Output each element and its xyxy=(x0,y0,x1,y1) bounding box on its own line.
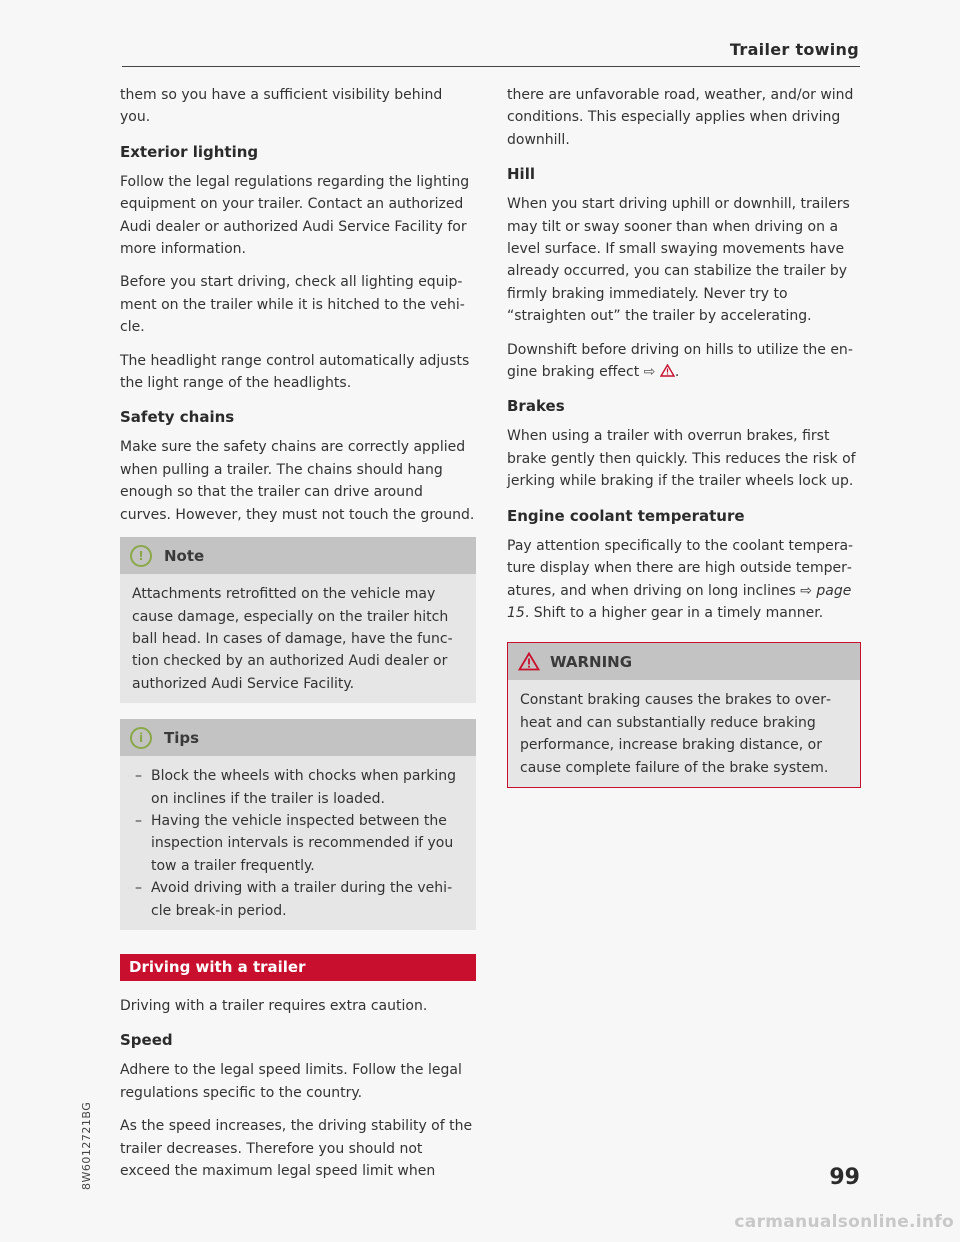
hill-p2-end: . xyxy=(674,364,680,381)
info-circle-icon: i xyxy=(130,727,152,749)
coolant-p1-text: Pay attention specifically to the coolant temperature display when there are high outside temperatures, and when driving on long inclines xyxy=(507,537,854,599)
left-intro-paragraph: them so you have a sufficient visibility behind you. xyxy=(120,87,443,126)
tips-item: – Having the vehicle inspected between the inspection intervals is recommended if you tow a trailer frequently. xyxy=(132,810,464,877)
watermark: carmanualsonline.info xyxy=(734,1212,954,1232)
page-number: 99 xyxy=(829,1165,860,1190)
section-title-bar: Driving with a trailer xyxy=(120,954,476,981)
safety-chains-heading: Safety chains xyxy=(120,408,235,427)
warning-triangle-icon[interactable] xyxy=(660,364,675,377)
note-title: Note xyxy=(164,546,205,565)
speed-p1: Adhere to the legal speed limits. Follow the legal regulations specific to the country. xyxy=(120,1062,462,1101)
brakes-p1: When using a trailer with overrun brakes, first brake gently then quickly. This reduces the risk of jerking while braking if the trailer wheels lock up. xyxy=(507,428,856,490)
note-box xyxy=(120,537,476,703)
warning-text: Constant braking causes the brakes to overheat and can substantially reduce braking performance, increase braking distance, or cause complete failure of the brake system. xyxy=(520,692,832,776)
brakes-heading: Brakes xyxy=(507,397,565,416)
tips-list xyxy=(132,765,464,922)
hill-p1: When you start driving uphill or downhill, trailers may tilt or sway sooner than when driving on a level surface. If small swaying movements have already occurred, you can stabilize the trailer by firmly braking immediately. Never try to “straighten out” the trailer by accelerating. xyxy=(507,196,850,325)
left-column xyxy=(120,84,476,1193)
coolant-heading: Engine coolant temperature xyxy=(507,506,745,525)
warning-title: WARNING xyxy=(550,652,633,671)
tips-item: – Avoid driving with a trailer during the vehicle break-in period. xyxy=(132,877,464,922)
tips-title: Tips xyxy=(164,728,200,747)
exterior-lighting-p3: The headlight range control automatically adjusts the light range of the headlights. xyxy=(120,352,470,392)
page-reference-link[interactable]: ⇨ page 15 xyxy=(507,582,852,621)
coolant-p1 xyxy=(507,535,861,625)
warning-triangle-icon xyxy=(518,652,540,671)
exterior-lighting-heading: Exterior lighting xyxy=(120,142,259,161)
right-column xyxy=(507,84,861,788)
header-rule xyxy=(122,66,860,67)
hill-p2 xyxy=(507,339,861,384)
document-code: 8W6012721BG xyxy=(80,1101,93,1190)
tips-header xyxy=(120,719,476,756)
speed-heading: Speed xyxy=(120,1031,173,1050)
section-intro: Driving with a trailer requires extra caution. xyxy=(120,997,428,1014)
safety-chains-p1: Make sure the safety chains are correctly applied when pulling a trailer. The chains should hang enough so that the trailer can drive around curves. However, they must not touch the ground. xyxy=(120,439,475,523)
exclamation-circle-icon: ! xyxy=(130,545,152,567)
speed-p2: As the speed increases, the driving stability of the trailer decreases. Therefore you should not exceed the maximum legal speed limit when xyxy=(120,1118,473,1179)
exterior-lighting-p1: Follow the legal regulations regarding the lighting equipment on your trailer. Contact an authorized Audi dealer or authorized Audi Service Facility for more information. xyxy=(120,173,470,258)
warning-header xyxy=(508,643,860,680)
warning-box xyxy=(507,642,861,788)
tips-box xyxy=(120,719,476,930)
right-intro-paragraph: there are unfavorable road, weather, and/or wind conditions. This especially applies when driving downhill. xyxy=(507,87,854,148)
note-text: Attachments retrofitted on the vehicle may cause damage, especially on the trailer hitch ball head. In cases of damage, have the function checked by an authorized Audi dealer or authorized Audi Service Facility. xyxy=(132,586,453,692)
hill-p2-text: Downshift before driving on hills to utilize the engine braking effect xyxy=(507,341,853,381)
note-header xyxy=(120,537,476,574)
running-header: Trailer towing xyxy=(729,40,859,59)
reference-arrow-icon: ⇨ xyxy=(643,364,656,381)
tips-item: – Block the wheels with chocks when parking on inclines if the trailer is loaded. xyxy=(132,765,464,810)
coolant-p1-end: . Shift to a higher gear in a timely manner. xyxy=(524,604,824,621)
exterior-lighting-p2: Before you start driving, check all lighting equipment on the trailer while it is hitched to the vehicle. xyxy=(120,274,465,336)
hill-heading: Hill xyxy=(507,165,535,184)
